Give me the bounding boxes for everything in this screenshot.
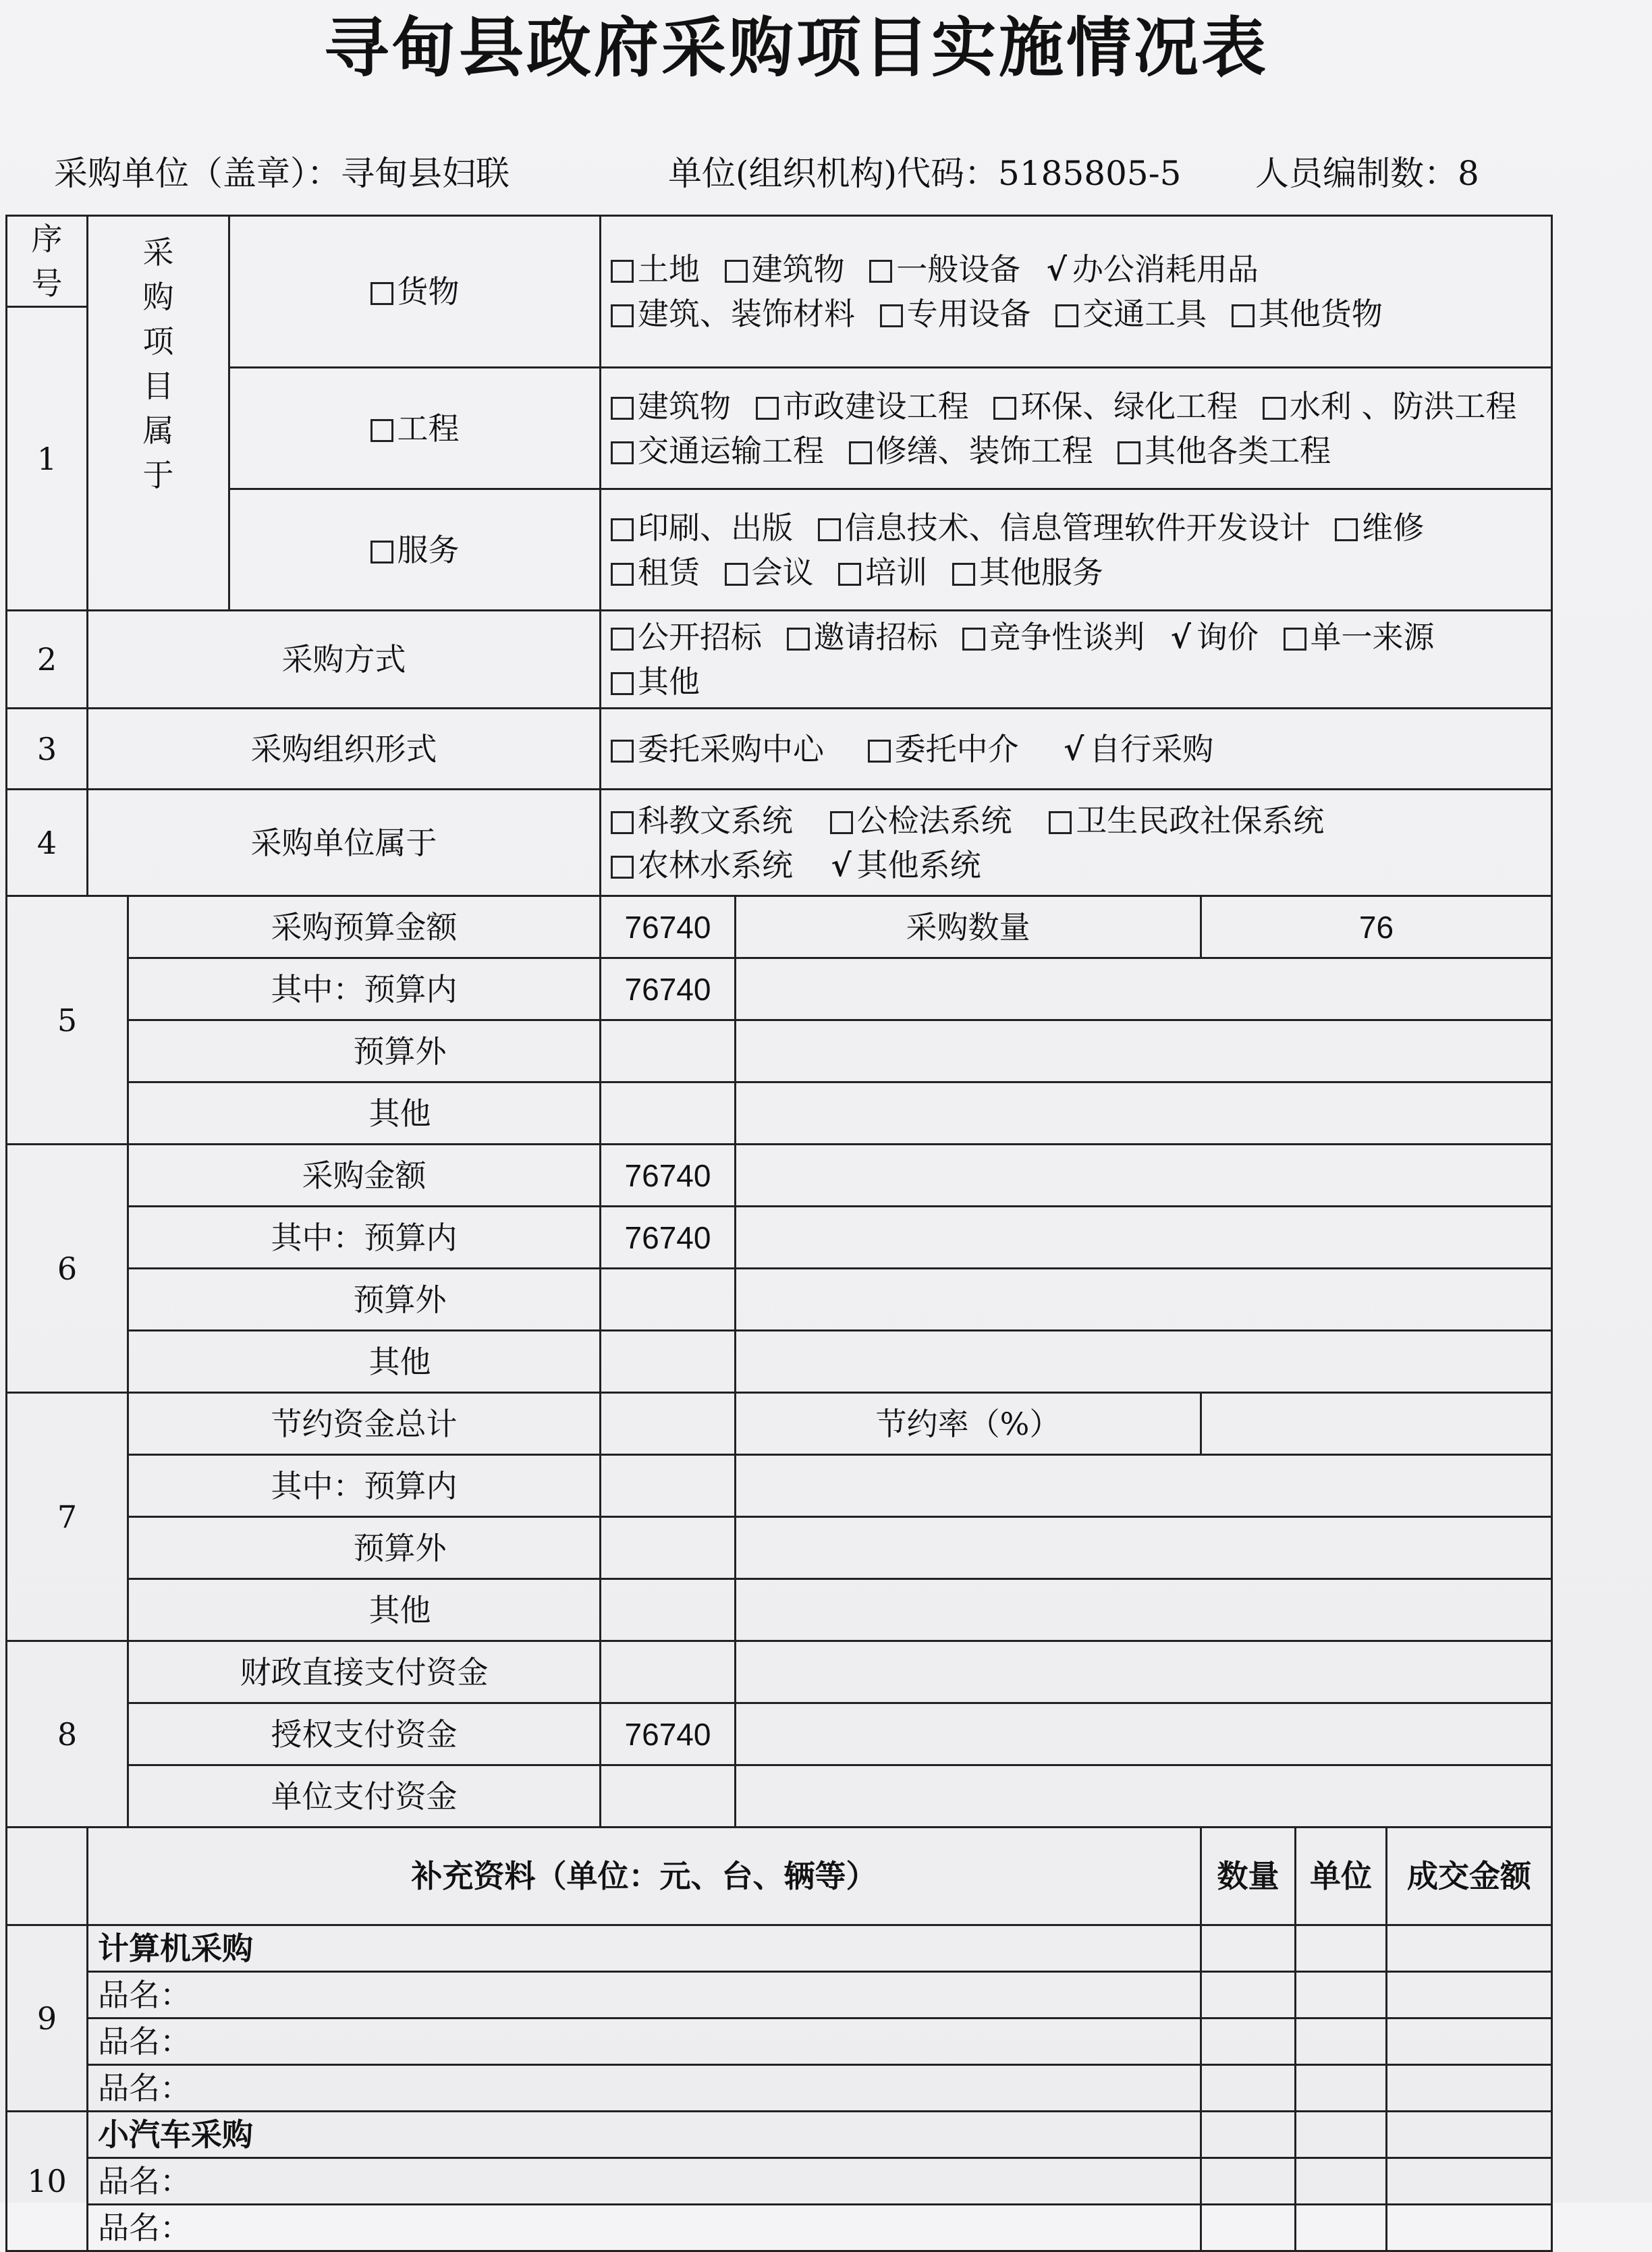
check-mark-icon: √ [1170,619,1191,655]
organization-form-label: 采购组织形式 [88,709,601,790]
unit-pay-label: 单位支付资金 [128,1765,601,1828]
option-other-system[interactable]: √ 其他系统 [830,843,981,887]
option-other-method[interactable]: 其他 [611,659,700,704]
service-checkbox[interactable] [370,541,393,564]
check-mark-icon: √ [1064,730,1084,767]
empty-cell [736,1145,1552,1207]
empty-cell [1296,2018,1387,2065]
table-row [7,1331,1552,1393]
goods-checkbox[interactable] [370,282,393,305]
empty-cell [601,1455,736,1517]
table-row [7,1828,1552,1925]
empty-cell [1387,2158,1552,2205]
quantity-value: 76 [1201,896,1552,958]
car-purchase-title: 小汽车采购 [88,2112,1201,2158]
empty-cell [1387,2112,1552,2158]
checkbox[interactable] [1335,518,1358,541]
empty-cell [601,1579,736,1641]
table-row [7,1207,1552,1269]
table-row [7,1455,1552,1517]
checkbox[interactable] [611,260,634,283]
item-name-label: 品名： [88,1972,1201,2018]
option-open-tender[interactable]: 公开招标 [611,615,762,659]
checkbox[interactable] [611,441,634,464]
checkbox[interactable] [611,856,634,879]
authorized-pay-label: 授权支付资金 [128,1703,601,1765]
option-inquiry[interactable]: √ 询价 [1169,615,1259,659]
option-municipal[interactable]: 市政建设工程 [756,384,969,429]
direct-pay-label: 财政直接支付资金 [128,1641,601,1703]
option-single-source[interactable]: 单一来源 [1284,615,1435,659]
seq-6: 6 [7,1145,128,1393]
empty-cell [1387,2018,1552,2065]
empty-cell [1201,2065,1296,2112]
empty-cell [736,1703,1552,1765]
checkbox[interactable] [611,740,634,763]
item-name-label: 品名： [88,2018,1201,2065]
option-general-equipment[interactable]: 一般设备 [869,247,1020,292]
table-row [7,2065,1552,2112]
works-options [601,368,1552,489]
checkbox[interactable] [868,740,891,763]
service-label: 服务 [397,531,460,568]
works-label: 工程 [397,410,460,447]
amount-in-value: 76740 [601,1207,736,1269]
amount-value: 76740 [601,1145,736,1207]
option-training[interactable]: 培训 [838,550,927,595]
checkbox[interactable] [1055,304,1078,327]
option-self[interactable]: √ 自行采购 [1062,727,1213,771]
option-meeting[interactable]: 会议 [725,550,814,595]
checkbox[interactable] [611,397,634,420]
seq-9: 9 [7,1925,88,2112]
checkbox[interactable] [611,672,634,695]
table-row [7,1082,1552,1145]
table-row [7,1925,1552,1972]
checkbox[interactable] [725,260,748,283]
empty-cell [736,1517,1552,1579]
staff-count: 人员编制数：8 [1255,154,1479,193]
checkbox[interactable] [993,397,1016,420]
empty-cell [736,1765,1552,1828]
seq-4: 4 [7,790,88,896]
empty-cell [736,958,1552,1020]
seq-2: 2 [7,611,88,709]
checkbox[interactable] [1118,441,1140,464]
option-building-materials[interactable]: 建筑、装饰材料 [611,292,855,336]
empty-cell [1201,2112,1296,2158]
option-negotiation[interactable]: 竞争性谈判 [962,615,1145,659]
budget-out-label: 预算外 [128,1020,601,1082]
empty-cell [1201,2205,1296,2251]
empty-cell [1296,2158,1387,2205]
empty-cell [601,1020,736,1082]
table-row [7,1641,1552,1703]
option-leasing[interactable]: 租赁 [611,550,700,595]
empty-cell [1387,2205,1552,2251]
budget-value: 76740 [601,896,736,958]
empty-cell [1201,2018,1296,2065]
unit-column: 单位 [1296,1828,1387,1925]
option-other-service[interactable]: 其他服务 [952,550,1103,595]
unit-system-label: 采购单位属于 [88,790,601,896]
option-water[interactable]: 水利 、防洪工程 [1263,384,1517,429]
savings-in-label: 其中：预算内 [128,1455,601,1517]
goods-options [601,216,1552,368]
empty-cell [601,1082,736,1145]
option-office-supplies[interactable]: √ 办公消耗用品 [1045,247,1259,292]
checkbox[interactable] [830,811,853,834]
table-row [7,216,1552,307]
check-mark-icon: √ [831,846,852,883]
seq-8: 8 [7,1641,128,1828]
table-row [7,1972,1552,2018]
table-row [7,1703,1552,1765]
budget-in-value: 76740 [601,958,736,1020]
empty-cell [7,1828,88,1925]
empty-cell [1201,2158,1296,2205]
item-name-label: 品名： [88,2158,1201,2205]
savings-out-label: 预算外 [128,1517,601,1579]
empty-cell [736,1207,1552,1269]
empty-cell [1201,1925,1296,1972]
purchasing-unit: 采购单位（盖章）：寻甸县妇联 [54,154,510,193]
goods-label: 货物 [397,273,460,310]
option-agriculture[interactable]: 农林水系统 [611,843,793,887]
checkbox[interactable] [880,304,903,327]
option-transport[interactable]: 交通运输工程 [611,429,824,473]
option-education[interactable]: 科教文系统 [611,798,793,843]
service-options [601,489,1552,611]
item-name-label: 品名： [88,2205,1201,2251]
unit-system-options [601,790,1552,896]
option-printing[interactable]: 印刷、出版 [611,505,793,550]
table-row [7,1517,1552,1579]
empty-cell [736,1641,1552,1703]
check-mark-icon: √ [1046,251,1067,287]
organization-form-options [601,709,1552,790]
table-row [7,2112,1552,2158]
checkbox[interactable] [787,628,810,651]
seq-10: 10 [7,2112,88,2251]
item-name-label: 品名： [88,2065,1201,2112]
checkbox[interactable] [1232,304,1255,327]
authorized-pay-value: 76740 [601,1703,736,1765]
table-row [7,1393,1552,1455]
table-row [7,611,1552,709]
quantity-label: 采购数量 [736,896,1201,958]
quantity-column: 数量 [1201,1828,1296,1925]
option-vehicles[interactable]: 交通工具 [1055,292,1207,336]
empty-cell [601,1765,736,1828]
empty-cell [1296,2065,1387,2112]
seq-5: 5 [7,896,128,1145]
option-center[interactable]: 委托采购中心 [611,727,824,771]
checkbox[interactable] [1263,397,1286,420]
checkbox[interactable] [611,563,634,586]
empty-cell [601,1641,736,1703]
empty-cell [1296,1925,1387,1972]
checkbox[interactable] [1284,628,1306,651]
option-health[interactable]: 卫生民政社保系统 [1049,798,1324,843]
budget-label: 采购预算金额 [128,896,601,958]
option-special-equipment[interactable]: 专用设备 [880,292,1031,336]
empty-cell [736,1269,1552,1331]
empty-cell [1387,1972,1552,2018]
savings-rate-value [1201,1393,1552,1455]
table-row [7,368,1552,489]
service-cell [229,489,601,611]
option-agency[interactable]: 委托中介 [868,727,1019,771]
table-row [7,896,1552,958]
checkbox[interactable] [838,563,861,586]
document-title: 寻甸县政府采购项目实施情况表 [324,9,1269,86]
checkbox[interactable] [725,563,748,586]
option-invited-tender[interactable]: 邀请招标 [787,615,938,659]
table-row [7,790,1552,896]
category-label-text: 采购项目属于 [142,234,174,493]
option-maintenance[interactable]: 维修 [1335,505,1424,550]
checkbox[interactable] [611,304,634,327]
empty-cell [1387,2065,1552,2112]
table-row [7,958,1552,1020]
table-row [7,2205,1552,2251]
organization-code: 单位(组织机构)代码：5185805-5 [668,154,1182,193]
checkbox[interactable] [611,811,634,834]
works-cell [229,368,601,489]
empty-cell [1296,2112,1387,2158]
procurement-method-options [601,611,1552,709]
budget-in-label: 其中：预算内 [128,958,601,1020]
supplement-title: 补充资料（单位：元、台、辆等） [88,1828,1201,1925]
savings-other-label: 其他 [128,1579,601,1641]
option-repair[interactable]: 修缮、装饰工程 [849,429,1093,473]
procurement-form-table [5,215,1553,2252]
table-row [7,2018,1552,2065]
table-row [7,2158,1552,2205]
checkbox[interactable] [869,260,892,283]
seq-header: 序号 [7,216,88,307]
table-row [7,709,1552,790]
empty-cell [601,1269,736,1331]
option-buildings[interactable]: 建筑物 [725,247,845,292]
checkbox[interactable] [611,518,634,541]
savings-total-value [601,1393,736,1455]
option-works-buildings[interactable]: 建筑物 [611,384,731,429]
amount-label: 采购金额 [128,1145,601,1207]
table-row [7,1269,1552,1331]
category-label [88,216,229,611]
option-green[interactable]: 环保、绿化工程 [993,384,1238,429]
empty-cell [736,1455,1552,1517]
checkbox[interactable] [952,563,975,586]
goods-cell [229,216,601,368]
option-other-goods[interactable]: 其他货物 [1232,292,1383,336]
empty-cell [601,1517,736,1579]
savings-rate-label: 节约率（%） [736,1393,1201,1455]
option-it[interactable]: 信息技术、信息管理软件开发设计 [818,505,1311,550]
seq-3: 3 [7,709,88,790]
budget-other-label: 其他 [128,1082,601,1145]
empty-cell [1296,1972,1387,2018]
empty-cell [1387,1925,1552,1972]
checkbox[interactable] [962,628,985,651]
checkbox[interactable] [1049,811,1072,834]
table-row [7,1579,1552,1641]
empty-cell [736,1579,1552,1641]
empty-cell [601,1331,736,1393]
table-row [7,1765,1552,1828]
checkbox[interactable] [818,518,841,541]
option-other-works[interactable]: 其他各类工程 [1118,429,1331,473]
empty-cell [736,1020,1552,1082]
amount-out-label: 预算外 [128,1269,601,1331]
table-row [7,1020,1552,1082]
empty-cell [1296,2205,1387,2251]
amount-in-label: 其中：预算内 [128,1207,601,1269]
computer-purchase-title: 计算机采购 [88,1925,1201,1972]
seq-7: 7 [7,1393,128,1641]
procurement-method-label: 采购方式 [88,611,601,709]
option-justice[interactable]: 公检法系统 [830,798,1012,843]
savings-total-label: 节约资金总计 [128,1393,601,1455]
amount-other-label: 其他 [128,1331,601,1393]
table-row [7,489,1552,611]
deal-amount-column: 成交金额 [1387,1828,1552,1925]
option-land[interactable]: 土地 [611,247,700,292]
works-checkbox[interactable] [370,419,393,442]
table-row [7,1145,1552,1207]
empty-cell [1201,1972,1296,2018]
seq-1: 1 [7,307,88,611]
empty-cell [736,1082,1552,1145]
checkbox[interactable] [611,628,634,651]
checkbox[interactable] [756,397,779,420]
empty-cell [736,1331,1552,1393]
checkbox[interactable] [849,441,872,464]
